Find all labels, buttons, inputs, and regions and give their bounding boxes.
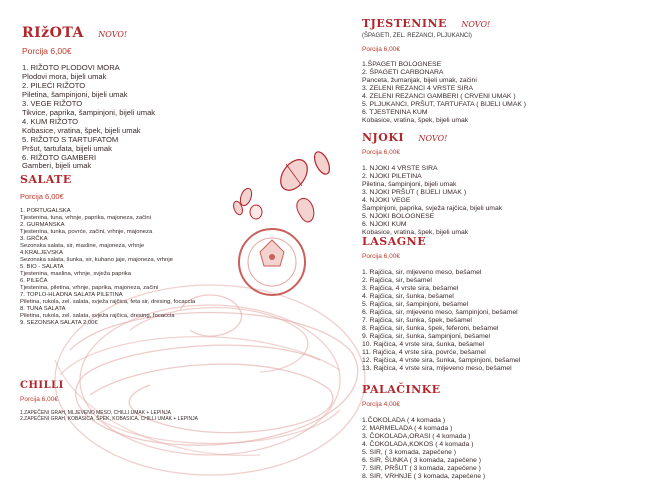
lasagne-section [362, 232, 520, 373]
salate-menu-line: 7. TOPLO-HLADNA SALATA PILETINA [20, 291, 123, 298]
rizota-price: Porcija 6,00€ [22, 46, 72, 56]
lasagne-menu-line: 4. Rajčica, sir, šunka, bešamel [362, 293, 454, 301]
tjestenine-menu-line: Kobasice, vratina, špek, bijeli umak [362, 117, 469, 125]
leaf-drawings [232, 150, 333, 222]
tjestenine-menu-line: 5. PLJUKANCI, PRŠUT, TARTUFATA ( BIJELI UMAK ) [362, 101, 527, 109]
rizota-menu-line: 6. RIŽOTO GAMBERI [22, 152, 97, 162]
lasagne-menu-line: 10. Rajčica, 4 vrste sira, šunka, bešamel [362, 341, 485, 349]
salate-menu-line: 3. GRČKA [20, 235, 48, 242]
salate-menu-line: Sezonska salata, šunka, sir, kuhano jaje, majoneza, vrhnje [20, 256, 173, 263]
palacinke-menu-line: 3. ČOKOLADA,ORASI ( 4 komada ) [362, 433, 471, 441]
tjestenine-section [362, 14, 526, 125]
rizota-new-tag: NOVO! [98, 30, 128, 39]
njoki-menu-line: Šampinjoni, paprika, svježa rajčica, bijeli umak [362, 205, 503, 213]
rizota-menu-line: Piletina, šampinjoni, bijeli umak [22, 89, 128, 99]
rizota-menu-line: Plodovi mora, bijeli umak [22, 71, 107, 81]
tjestenine-menu-line: 4. ZELENI REZANCI GAMBERI ( CRVENI UMAK ) [362, 93, 516, 101]
chilli-menu-line: 1.ZAPEČENI GRAH, MLJEVENO MESO, CHILLI UMAK + LEPINJA [20, 410, 172, 416]
njoki-title: NJOKI [362, 131, 405, 144]
njoki-section [362, 128, 502, 237]
tjestenine-menu-line: 1.ŠPAGETI BOLOGNESE [362, 61, 442, 68]
tomato-drawing [239, 229, 305, 295]
njoki-price: Porcija 6,00€ [362, 149, 400, 156]
rizota-menu-line: Gamberi, bijeli umak [22, 161, 92, 171]
rizota-menu-line: 4. KUM RIŽOTO [22, 116, 78, 126]
salate-menu-line: Tjestenina, tuna, vrhnje, paprika, majoneza, začini [20, 214, 151, 221]
rizota-title: RIžOTA [22, 25, 84, 41]
tjestenine-menu-line: 2. ŠPAGETI CARBONARA [362, 69, 444, 77]
lasagne-menu-line: 9. Rajčica, sir, šunka, šampinjoni, bešamel [362, 333, 491, 341]
salate-menu-line: Sezonska salata, sir, masline, majoneza, vrhnje [20, 242, 145, 249]
salate-menu-line: Tjestenina, tunka, povrće, začini, vrhnje, majoneza [20, 228, 153, 235]
tjestenine-menu-line: 6. TJESTENINA KUM [362, 109, 428, 117]
rizota-menu-line: 5. RIŽOTO S TARTUFATOM [22, 134, 119, 144]
salate-menu-line: 9. SEZONSKA SALATA 2,00€ [20, 319, 98, 326]
rizota-menu-line: Kobasice, vratina, špek, bijeli umak [22, 125, 141, 135]
lasagne-menu-line: 13. Rajčica, 4 vrste sira, mljeveno meso, bešamel [362, 365, 512, 373]
lasagne-menu-line: 8. Rajčica, sir, šunka, špek, feferoni, bešamel [362, 325, 499, 333]
tjestenine-price: Porcija 6,00€ [362, 46, 400, 53]
rizota-menu-line: 2. PILEĆI RIŽOTO [22, 80, 86, 90]
salate-menu-line: 2. GURMANSKA [20, 221, 65, 228]
rizota-menu-line: Tikvice, paprika, šampinjoni, bijeli umak [22, 107, 156, 117]
njoki-menu-line: Kobasice, vratina, špek, bijeli umak [362, 229, 469, 237]
salate-menu-line: Tjestenina, piletina, vrhnje, paprika, majoneza, začini [20, 284, 159, 291]
salate-menu-line: 6. PILEĆA [20, 277, 48, 284]
rizota-menu-line: 3. VEGE RIŽOTO [22, 98, 83, 108]
salate-menu-line: 8. TUNA SALATA [20, 305, 66, 312]
palacinke-menu-line: 6. SIR, ŠUNKA ( 3 komada, zapečene ) [362, 457, 482, 465]
lasagne-menu-line: 11. Rajčica, 4 vrste sira, povrće, bešamel [362, 349, 486, 357]
lasagne-menu-line: 3. Rajčica, 4 vrste sira, bešamel [362, 285, 459, 293]
chilli-price: Porcija 6,00€ [20, 396, 58, 403]
palacinke-section [362, 380, 485, 481]
njoki-new-tag: NOVO! [418, 134, 448, 143]
salate-menu-line: Piletina, rukola, zel. salata, svježa rajčica, feta sir, dresing, focaccia [20, 298, 196, 305]
rizota-menu-line: Pršut, tartufata, bijeli umak [22, 143, 112, 153]
rizota-section [22, 24, 155, 171]
palacinke-menu-line: 5. SIR, ( 3 komada, zapečene ) [362, 449, 457, 457]
salate-menu-line: 5. BIO - SALATA [20, 263, 64, 270]
lasagne-menu-line: 1. Rajčica, sir, mljeveno meso, bešamel [362, 269, 482, 276]
palacinke-menu-line: 1.ČOKOLADA ( 4 komada ) [362, 417, 446, 424]
njoki-menu-line: 1. NJOKI 4 VRSTE SIRA [362, 165, 438, 172]
njoki-menu-line: 4. NJOKI VEGE [362, 197, 411, 205]
lasagne-menu-line: 5. Rajčica, sir, šampinjoni, bešamel [362, 301, 469, 309]
chilli-menu-line: 2.ZAPEČENI GRAH, KOBASICA, ŠPEK, KOBASICA, CHILLI UMAK + LEPINJA [20, 415, 198, 422]
lasagne-price: Porcija 6,00€ [362, 253, 400, 260]
njoki-menu-line: 3. NJOKI PRŠUT ( BIJELI UMAK ) [362, 189, 467, 197]
tjestenine-subtitle: (ŠPAGETI, ZEL. REZANCI, PLJUKANCI) [362, 33, 472, 39]
rizota-menu-line: 1. RIŽOTO PLODOVI MORA [22, 63, 120, 72]
chilli-section [20, 375, 198, 423]
tjestenine-new-tag: NOVO! [461, 20, 491, 29]
tjestenine-title: TJESTENINE [362, 17, 447, 30]
chilli-title: CHILLI [20, 380, 64, 391]
palacinke-menu-line: 8. SIR, VRHNJE ( 3 komada, zapečene ) [362, 473, 486, 481]
njoki-menu-line: 5. NJOKI BOLOGNESE [362, 213, 435, 221]
salate-menu-line: Tjestenina, maslina, vrhnje, svježa paprika [20, 270, 131, 277]
njoki-menu-line: 6. NJOKI KUM [362, 221, 407, 229]
salate-section [20, 170, 195, 326]
salate-menu-line: 1. PORTUGALSKA [20, 208, 71, 214]
palacinke-title: PALAČINKE [362, 383, 441, 396]
lasagne-menu-line: 2. Rajčica, sir, bešamel [362, 277, 432, 285]
palacinke-price: Porcija 4,00€ [362, 401, 400, 408]
palacinke-menu-line: 7. SIR, PRŠUT ( 3 komada, zapečene ) [362, 465, 481, 473]
salate-price: Porcija 6,00€ [20, 192, 64, 201]
palacinke-menu-line: 2. MARMELADA ( 4 komada ) [362, 425, 453, 433]
lasagne-menu-line: 7. Rajčica, sir, šunka, špek, bešamel [362, 317, 472, 325]
salate-title: SALATE [20, 173, 72, 186]
njoki-menu-line: 2. NJOKI PILETINA [362, 173, 422, 181]
palacinke-menu-line: 4. ČOKOLADA,KOKOS ( 4 komada ) [362, 441, 474, 449]
lasagne-title: LASAGNE [362, 235, 427, 248]
salate-menu-line: Piletina, rukola, zel. salata, svježa rajčica, dresing, focaccia [20, 312, 175, 319]
njoki-menu-line: Piletina, šampinjoni, bijeli umak [362, 181, 457, 189]
salate-menu-line: 4.KRALJEVSKA [20, 249, 63, 256]
lasagne-menu-line: 6. Rajčica, sir, mljeveno meso, šampinjoni, bešamel [362, 309, 518, 317]
tjestenine-menu-line: Panceta, žumanjak, bijeli umak, začini [362, 77, 477, 85]
tjestenine-menu-line: 3. ZELENI REZANCI 4 VRSTE SIRA [362, 85, 474, 93]
lasagne-menu-line: 12. Rajčica, 4 vrste sira, šunka, šampinjoni, bešamel [362, 357, 521, 365]
